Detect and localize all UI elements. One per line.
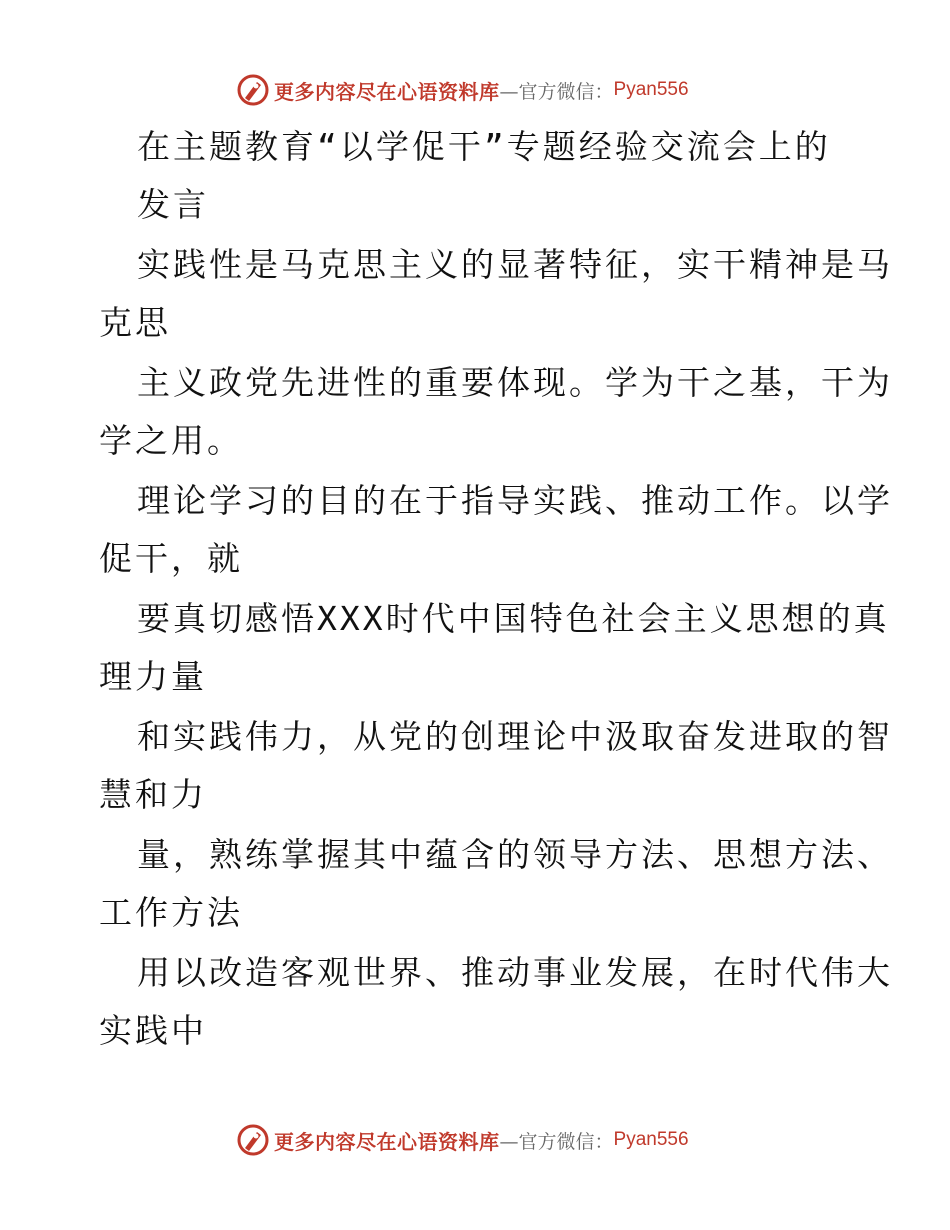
header-watermark — [236, 72, 716, 108]
text-line: 理论学习的目的在于指导实践、推动工作。以学 — [137, 481, 893, 520]
watermark-wechat-id: Pyan556 — [613, 1129, 689, 1150]
watermark-wechat-id: Pyan556 — [613, 79, 689, 100]
watermark-lead-text: 更多内容尽在心语资料库 — [274, 1129, 500, 1154]
text-line: 克思 — [99, 303, 171, 342]
footer-watermark — [236, 1122, 716, 1158]
text-line: 要真切感悟XXX时代中国特色社会主义思想的真 — [137, 599, 890, 638]
text-line: 和实践伟力，从党的创理论中汲取奋发进取的智 — [137, 717, 893, 756]
text-line: 理力量 — [99, 657, 207, 696]
text-line: 实践性是马克思主义的显著特征，实干精神是马 — [137, 245, 893, 284]
text-line: 实践中 — [99, 1011, 207, 1050]
text-line: 发言 — [137, 185, 209, 224]
text-line: 工作方法 — [99, 893, 243, 932]
text-line: 学之用。 — [99, 421, 243, 460]
text-line: 用以改造客观世界、推动事业发展，在时代伟大 — [137, 953, 893, 992]
watermark-official-text: —官方微信： — [499, 80, 614, 103]
pen-logo-icon — [236, 73, 270, 107]
text-line: 促干，就 — [99, 539, 243, 578]
text-line: 主义政党先进性的重要体现。学为干之基，干为 — [137, 363, 893, 402]
text-line: 慧和力 — [99, 775, 207, 814]
watermark-lead-text: 更多内容尽在心语资料库 — [274, 79, 500, 104]
pen-logo-icon — [236, 1123, 270, 1157]
watermark-official-text: —官方微信： — [499, 1130, 614, 1153]
text-line: 量，熟练掌握其中蕴含的领导方法、思想方法、 — [137, 835, 893, 874]
text-line: 在主题教育“以学促干”专题经验交流会上的 — [137, 127, 831, 166]
